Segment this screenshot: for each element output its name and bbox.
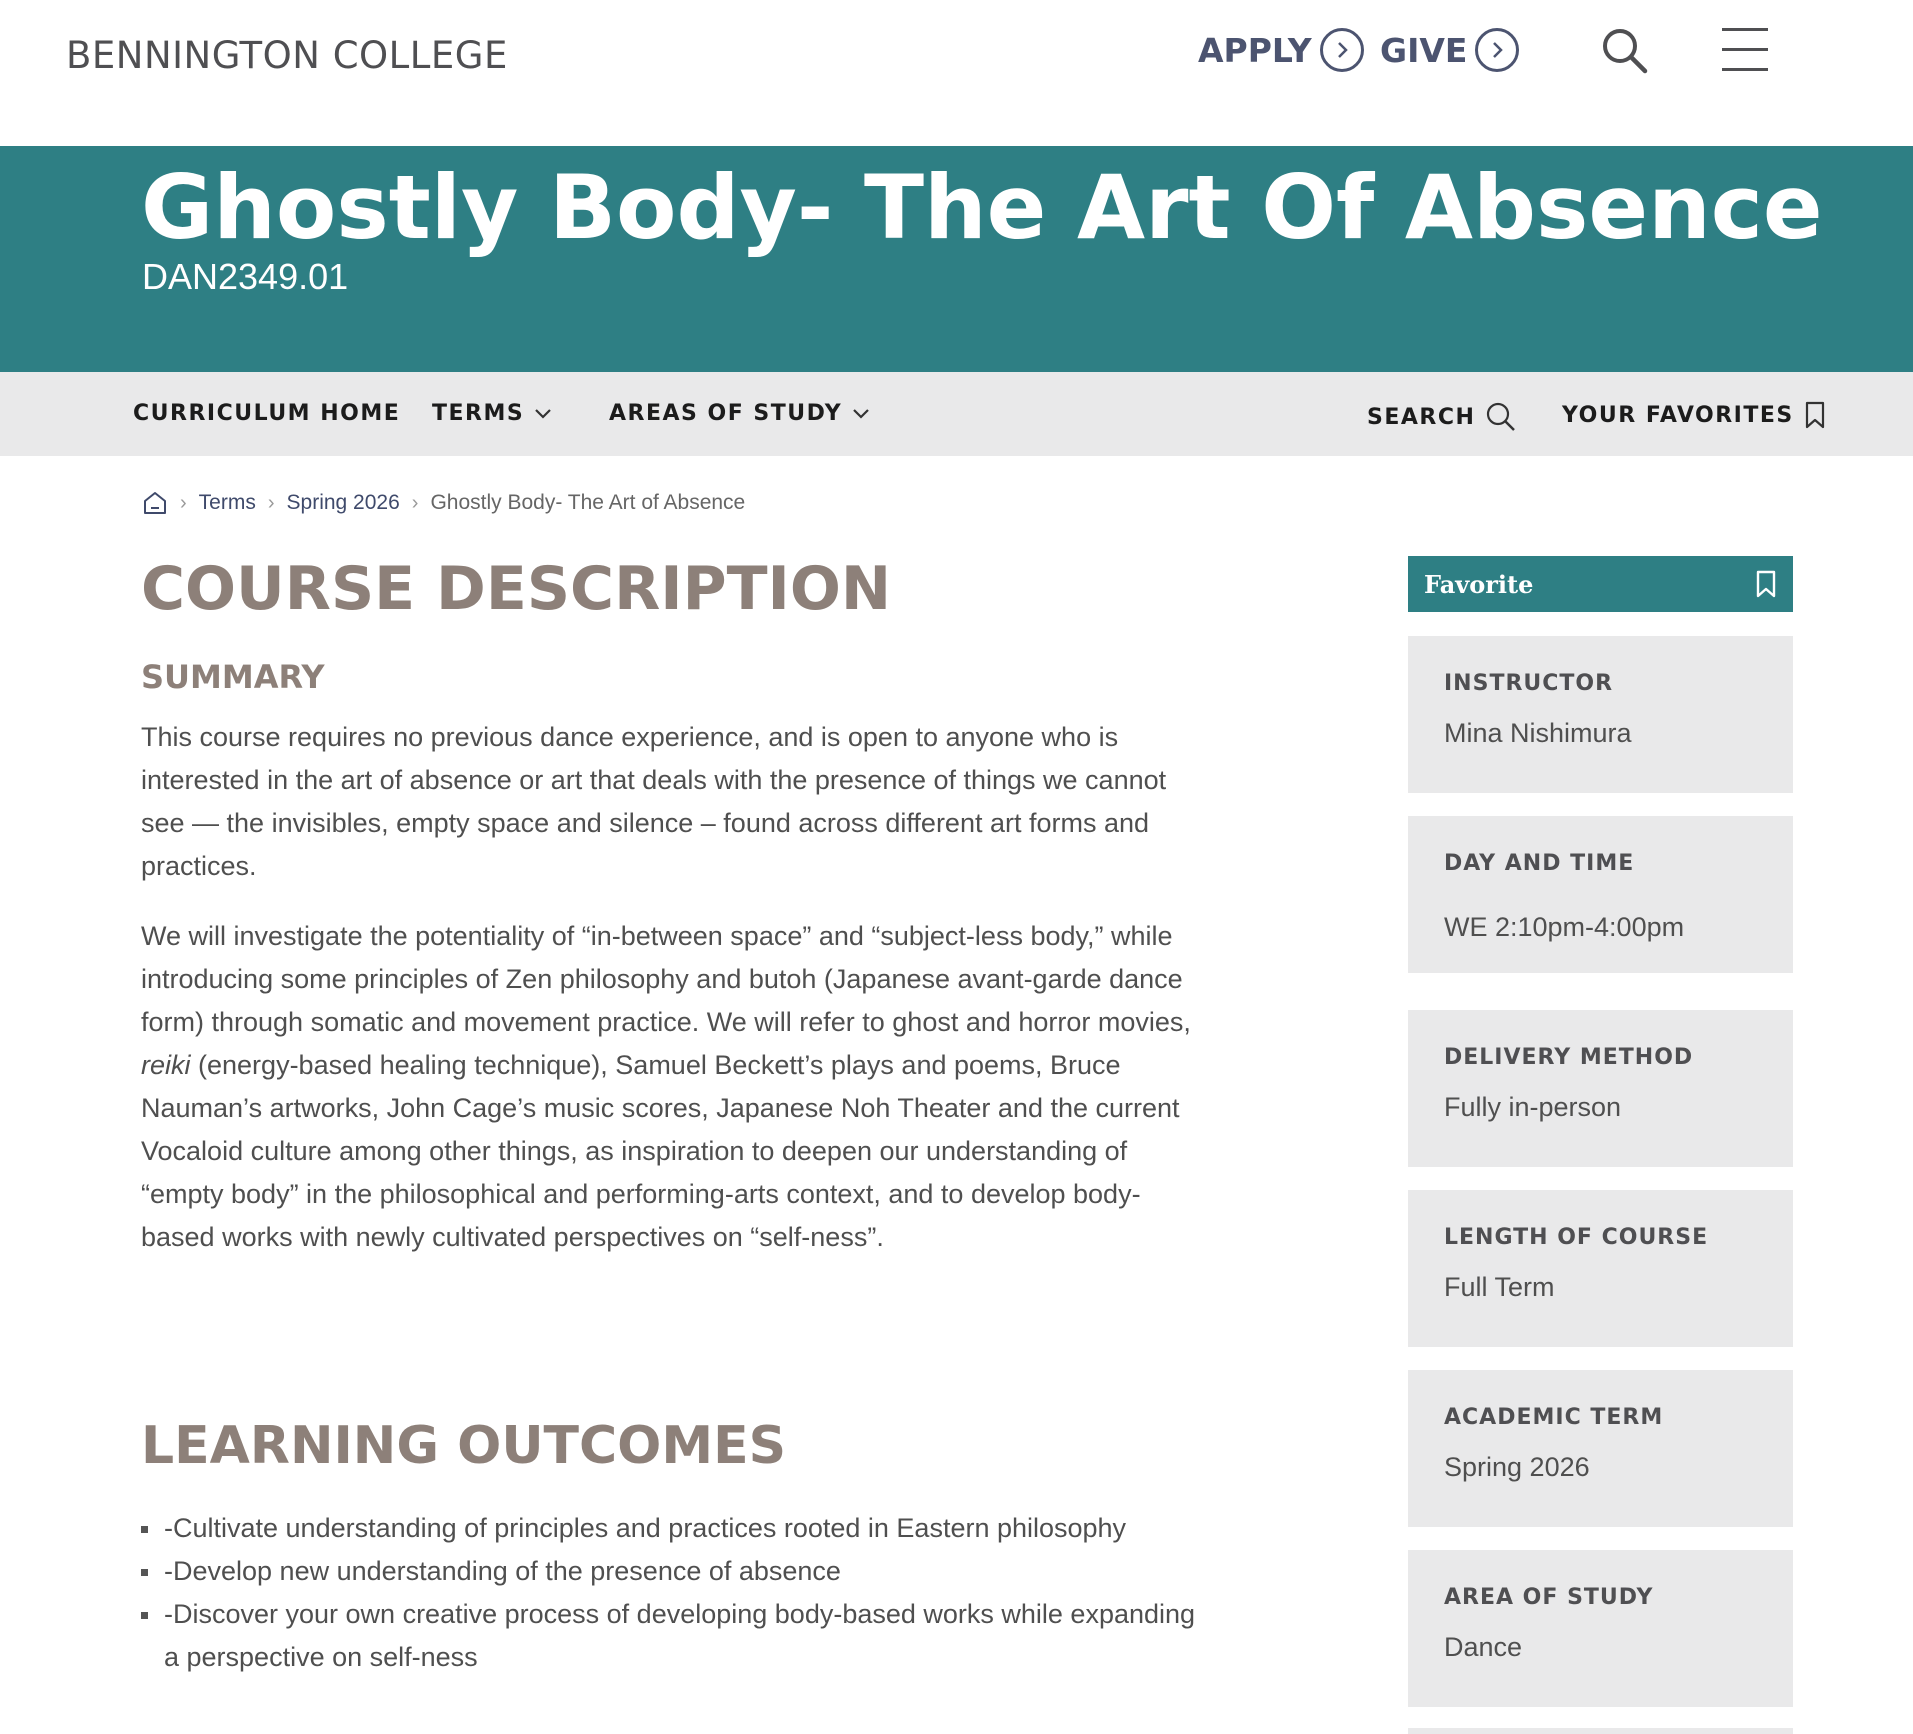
nav-areas-of-study-label: AREAS OF STUDY: [609, 401, 843, 426]
course-code: DAN2349.01: [142, 256, 349, 297]
summary-text: We will investigate the potentiality of “in-between space” and “subject-less body,” while introducing some principles of Zen philosophy and butoh (Japanese avant-garde dance form) through somatic and movement practice. We will refer to ghost and horror movies,: [141, 921, 1191, 1037]
nav-terms-label: TERMS: [432, 401, 525, 426]
chevron-right-circle-icon: [1475, 28, 1519, 72]
chevron-right-circle-icon: [1320, 28, 1364, 72]
info-card-label: AREA OF STUDY: [1444, 1585, 1654, 1610]
info-card-value: Mina Nishimura: [1444, 718, 1632, 748]
info-card-length-of-course: [1408, 1190, 1793, 1347]
info-card-day-and-time: [1408, 816, 1793, 973]
breadcrumb-separator-icon: ›: [267, 491, 275, 514]
site-header: [0, 0, 1913, 146]
nav-search-label: SEARCH: [1367, 404, 1476, 430]
breadcrumb-separator-icon: ›: [411, 491, 419, 514]
course-banner: [0, 146, 1913, 372]
info-card-label: LENGTH OF COURSE: [1444, 1225, 1709, 1250]
give-label: GIVE: [1380, 30, 1468, 70]
chevron-down-icon: [852, 408, 870, 420]
info-card-value: WE 2:10pm-4:00pm: [1444, 912, 1685, 942]
summary-heading: SUMMARY: [141, 658, 325, 696]
nav-your-favorites-label: YOUR FAVORITES: [1562, 402, 1794, 428]
course-title: Ghostly Body- The Art Of Absence: [141, 156, 1823, 259]
info-card-label: DELIVERY METHOD: [1444, 1045, 1694, 1070]
info-card-value: Dance: [1444, 1632, 1523, 1662]
give-link[interactable]: [1380, 28, 1519, 72]
info-card-label: ACADEMIC TERM: [1444, 1405, 1664, 1430]
info-card-value: Spring 2026: [1444, 1452, 1590, 1482]
search-icon: [1485, 401, 1517, 433]
info-card-academic-term: [1408, 1370, 1793, 1527]
course-description-heading: COURSE DESCRIPTION: [141, 554, 892, 624]
favorite-button[interactable]: [1408, 556, 1793, 612]
info-card-instructor: [1408, 636, 1793, 793]
breadcrumb-current: Ghostly Body- The Art of Absence: [430, 491, 746, 514]
list-item: -Develop new understanding of the presence of absence: [141, 1550, 1211, 1593]
info-card-value: Full Term: [1444, 1272, 1555, 1302]
breadcrumb-spring-2026[interactable]: Spring 2026: [286, 491, 400, 514]
breadcrumb-separator-icon: ›: [180, 491, 187, 514]
home-icon[interactable]: [142, 490, 168, 516]
learning-outcomes-list: [141, 1507, 1211, 1679]
breadcrumb: [142, 490, 745, 516]
bookmark-icon: [1804, 401, 1826, 429]
summary-text: (energy-based healing technique), Samuel Beckett’s plays and poems, Bruce Nauman’s artworks, John Cage’s music scores, Japanese Noh Theater and the current Vocaloid culture among other things, as inspiration to deepen our understanding of “empty body” in the philosophical and performing-arts context, and to develop body-based works with newly cultivated perspectives on “self-ness”.: [141, 1050, 1180, 1252]
nav-curriculum-home-label: CURRICULUM HOME: [133, 401, 401, 426]
nav-areas-of-study[interactable]: [609, 401, 870, 426]
favorite-label: Favorite: [1424, 569, 1534, 599]
apply-label: APPLY: [1198, 30, 1312, 70]
chevron-down-icon: [534, 408, 552, 420]
info-card-label: INSTRUCTOR: [1444, 671, 1614, 696]
learning-outcomes-heading: LEARNING OUTCOMES: [141, 1416, 787, 1476]
nav-curriculum-home[interactable]: [133, 401, 400, 426]
info-card-delivery-method: [1408, 1010, 1793, 1167]
nav-your-favorites[interactable]: [1562, 401, 1826, 429]
summary-paragraph-2: [141, 915, 1201, 1259]
info-card-label: DAY AND TIME: [1444, 851, 1635, 876]
nav-search[interactable]: [1367, 401, 1517, 433]
apply-link[interactable]: [1198, 28, 1364, 72]
summary-emphasis: reiki: [141, 1050, 191, 1080]
site-logo[interactable]: BENNINGTON COLLEGE: [66, 34, 508, 77]
breadcrumb-terms[interactable]: Terms: [198, 491, 256, 514]
info-card-partial: [1408, 1728, 1793, 1734]
list-item: -Cultivate understanding of principles and practices rooted in Eastern philosophy: [141, 1507, 1211, 1550]
summary-paragraph-1: This course requires no previous dance experience, and is open to anyone who is interested in the art of absence or art that deals with the presence of things we cannot see — the invisibles, empty space and silence – found across different art forms and practices.: [141, 722, 1167, 881]
info-card-area-of-study: [1408, 1550, 1793, 1707]
search-icon[interactable]: [1600, 26, 1650, 76]
hamburger-menu-icon[interactable]: [1720, 26, 1770, 74]
list-item: -Discover your own creative process of developing body-based works while expanding a perspective on self-ness: [141, 1593, 1211, 1679]
bookmark-icon: [1755, 570, 1777, 598]
curriculum-nav: [0, 372, 1913, 456]
info-card-value: Fully in-person: [1444, 1092, 1622, 1122]
nav-terms[interactable]: [432, 401, 552, 426]
